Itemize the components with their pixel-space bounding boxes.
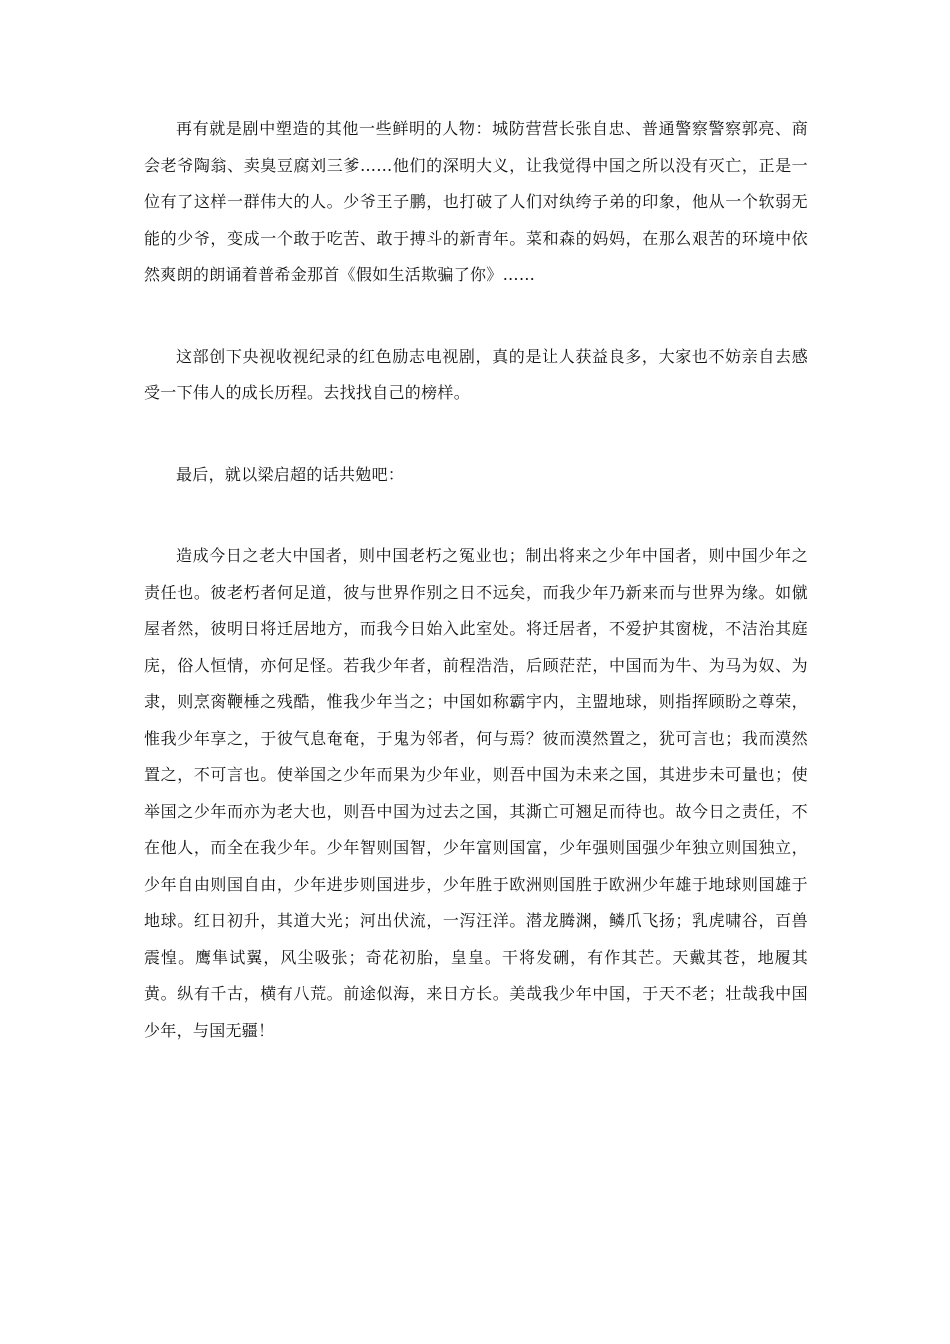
paragraph-gap — [144, 493, 808, 538]
paragraph-characters: 再有就是剧中塑造的其他一些鲜明的人物：城防营营长张自忠、普通警察警察郭亮、商会老爷陶翁、卖臭豆腐刘三爹……他们的深明大义，让我觉得中国之所以没有灭亡，正是一位有了这样一群伟大的人。少爷王子鹏，也打破了人们对纨绔子弟的印象，他从一个软弱无能的少爷，变成一个敢于吃苦、敢于搏斗的新青年。菜和森的妈妈，在那么艰苦的环境中依然爽朗的朗诵着普希金那首《假如生活欺骗了你》…… — [144, 119, 808, 284]
paragraph-gap — [144, 412, 808, 457]
paragraph-quotation: 造成今日之老大中国者，则中国老朽之冤业也；制出将来之少年中国者，则中国少年之责任也。彼老朽者何足道，彼与世界作别之日不远矣，而我少年乃新来而与世界为缘。如僦屋者然，彼明日将迁居地方，而我今日始入此室处。将迁居者，不爱护其窗栊，不洁治其庭庑，俗人恒情，亦何足怪。若我少年者，前程浩浩，后顾茫茫，中国而为牛、为马为奴、为隶，则烹脔鞭棰之残酷，惟我少年当之；中国如称霸宇内，主盟地球，则指挥顾盼之尊荣，惟我少年享之，于彼气息奄奄，于鬼为邻者，何与焉？彼而漠然置之，犹可言也；我而漠然置之，不可言也。使举国之少年而果为少年业，则吾中国为未来之国，其进步未可量也；使举国之少年而亦为老大也，则吾中国为过去之国，其澌亡可翘足而待也。故今日之责任，不在他人，而全在我少年。少年智则国智，少年富则国富，少年强则国强少年独立则国独立，少年自由则国自由，少年进步则国进步，少年胜于欧洲则国胜于欧洲少年雄于地球则国雄于地球。红日初升，其道大光；河出伏流，一泻汪洋。潜龙腾渊，鳞爪飞扬；乳虎啸谷，百兽震惶。鹰隼试翼，风尘吸张；奇花初胎，皇皇。干将发硎，有作其芒。天戴其苍，地履其黄。纵有千古，横有八荒。前途似海，来日方长。美哉我少年中国，于天不老；壮哉我中国少年，与国无疆！ — [144, 546, 808, 1040]
paragraph-recommendation: 这部创下央视收视纪录的红色励志电视剧，真的是让人获益良多，大家也不妨亲自去感受一下伟人的成长历程。去找找自己的榜样。 — [144, 346, 808, 402]
document-body — [144, 111, 808, 1049]
paragraph-closing-intro: 最后，就以梁启超的话共勉吧： — [176, 464, 405, 484]
paragraph-gap — [144, 294, 808, 339]
